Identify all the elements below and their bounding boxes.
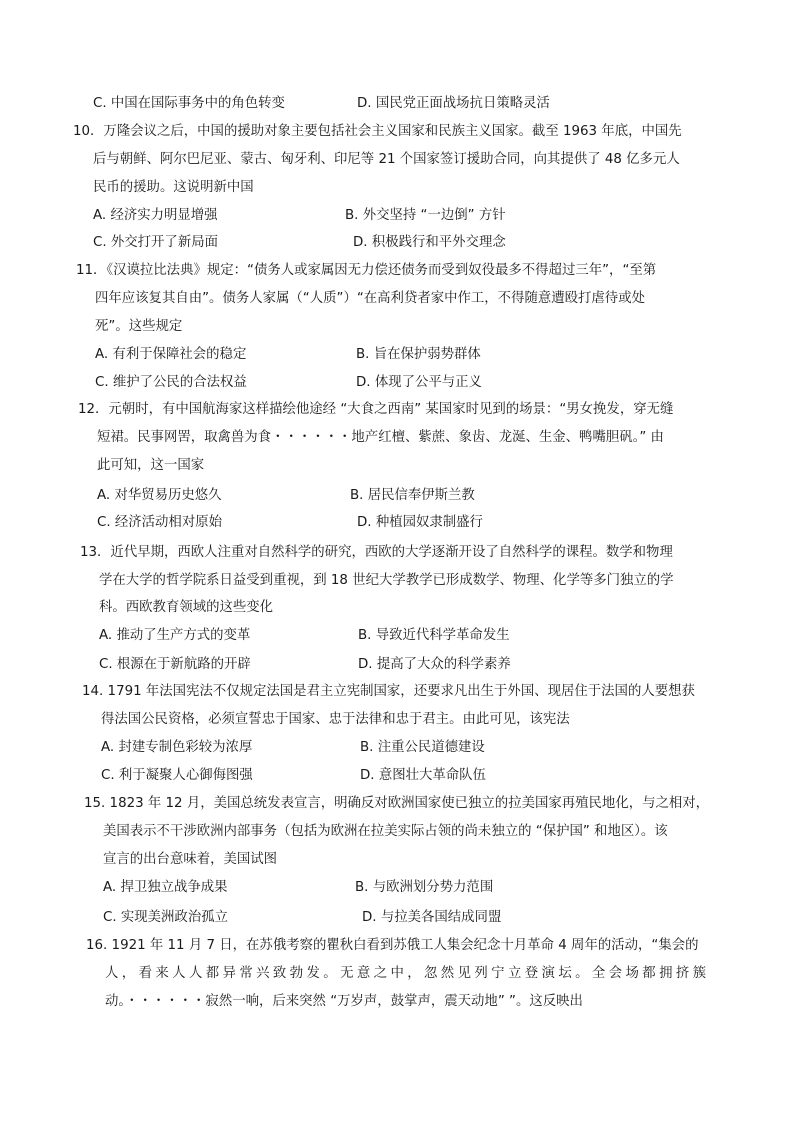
question-14-stem-line-1: 14. 1791 年法国宪法不仅规定法国是君主立宪制国家，还要求凡出生于外国、现居住于法国的人要想获 (82, 684, 695, 699)
option-13-b: B. 导致近代科学革命发生 (358, 628, 510, 643)
question-15-stem-line-2: 美国表示不干涉欧洲内部事务（包括为欧洲在拉美实际占领的尚未独立的 “保护国” 和地区）。该 (103, 824, 668, 839)
option-15-c: C. 实现美洲政治孤立 (103, 910, 228, 925)
question-13-stem-line-2: 学在大学的哲学院系日益受到重视，到 18 世纪大学教学已形成数学、物理、化学等多门独立的学 (99, 573, 674, 588)
option-9-c: C. 中国在国际事务中的角色转变 (93, 96, 285, 111)
option-12-b: B. 居民信奉伊斯兰教 (350, 488, 475, 503)
option-10-d: D. 积极践行和平外交理念 (353, 235, 506, 250)
question-10-stem-line-2: 后与朝鲜、阿尔巴尼亚、蒙古、匈牙利、印尼等 21 个国家签订援助合同，向其提供了 48 亿多元人 (93, 152, 680, 167)
question-12-stem-line-3: 此可知，这一国家 (97, 458, 205, 473)
option-14-d: D. 意图壮大革命队伍 (360, 768, 486, 783)
option-15-d: D. 与拉美各国结成同盟 (362, 910, 502, 925)
option-15-b: B. 与欧洲划分势力范围 (355, 880, 494, 895)
option-14-a: A. 封建专制色彩较为浓厚 (101, 740, 253, 755)
option-10-b: B. 外交坚持 “一边倒” 方针 (345, 208, 506, 223)
option-13-a: A. 推动了生产方式的变革 (99, 628, 251, 643)
question-11-stem-line-1: 11．《汉谟拉比法典》规定：“债务人或家属因无力偿还债务而受到奴役最多不得超过三年”，“至第 (76, 263, 657, 278)
question-15-stem-line-3: 宣言的出台意味着，美国试图 (103, 852, 278, 867)
question-13-stem-line-1: 13．近代早期，西欧人注重对自然科学的研究，西欧的大学逐渐开设了自然科学的课程。数学和物理 (80, 545, 673, 560)
question-11-stem-line-2: 四年应该复其自由”。债务人家属（“人质”）“在高利贷者家中作工，不得随意遭殴打虐待或处 (95, 291, 645, 306)
option-11-a: A. 有利于保障社会的稳定 (95, 347, 247, 362)
option-13-c: C. 根源在于新航路的开辟 (99, 657, 251, 672)
option-12-c: C. 经济活动相对原始 (97, 515, 222, 530)
question-13-stem-line-3: 科。西欧教育领域的这些变化 (99, 600, 274, 615)
question-12-stem-line-1: 12．元朝时，有中国航海家这样描绘他途经 “大食之西南” 某国家时见到的场景：“男女挽发，穿无缝 (78, 402, 674, 417)
question-11-stem-line-3: 死”。这些规定 (95, 319, 183, 334)
question-16-stem-line-1: 16. 1921 年 11 月 7 日，在苏俄考察的瞿秋白看到苏俄工人集会纪念十月革命 4 周年的活动，“集会的 (86, 938, 699, 953)
question-10-stem-line-3: 民币的援助。这说明新中国 (93, 180, 254, 195)
question-14-stem-line-2: 得法国公民资格，必须宣誓忠于国家、忠于法律和忠于君主。由此可见，该宪法 (101, 712, 570, 727)
option-11-b: B. 旨在保护弱势群体 (356, 347, 481, 362)
option-10-a: A. 经济实力明显增强 (93, 208, 218, 223)
option-14-b: B. 注重公民道德建设 (360, 740, 485, 755)
option-15-a: A. 捍卫独立战争成果 (103, 880, 228, 895)
question-15-stem-line-1: 15. 1823 年 12 月，美国总统发表宣言，明确反对欧洲国家使已独立的拉美国家再殖民地化，与之相对， (84, 796, 710, 811)
option-12-a: A. 对华贸易历史悠久 (97, 488, 222, 503)
question-12-stem-line-2: 短裙。民事网罟，取禽兽为食・・・・・・地产红檀、紫蔗、象齿、龙涎、生金、鸭嘴胆矾。” 由 (97, 430, 664, 445)
question-16-stem-line-2: 人，看来人人都异常兴致勃发。无意之中，忽然见列宁立登演坛。全会场都拥挤簇 (105, 966, 710, 981)
option-11-d: D. 体现了公平与正义 (356, 375, 482, 390)
option-12-d: D. 种植园奴隶制盛行 (357, 515, 483, 530)
option-13-d: D. 提高了大众的科学素养 (358, 657, 511, 672)
option-14-c: C. 利于凝聚人心御侮图强 (101, 768, 253, 783)
option-11-c: C. 维护了公民的合法权益 (95, 375, 247, 390)
question-10-stem-line-1: 10．万隆会议之后，中国的援助对象主要包括社会主义国家和民族主义国家。截至 1963 年底，中国先 (73, 124, 682, 139)
option-10-c: C. 外交打开了新局面 (93, 235, 218, 250)
question-16-stem-line-3: 动。・・・・・・寂然一响，后来突然 “万岁声，鼓掌声，震天动地” ”。这反映出 (105, 994, 583, 1009)
option-9-d: D. 国民党正面战场抗日策略灵活 (357, 96, 550, 111)
